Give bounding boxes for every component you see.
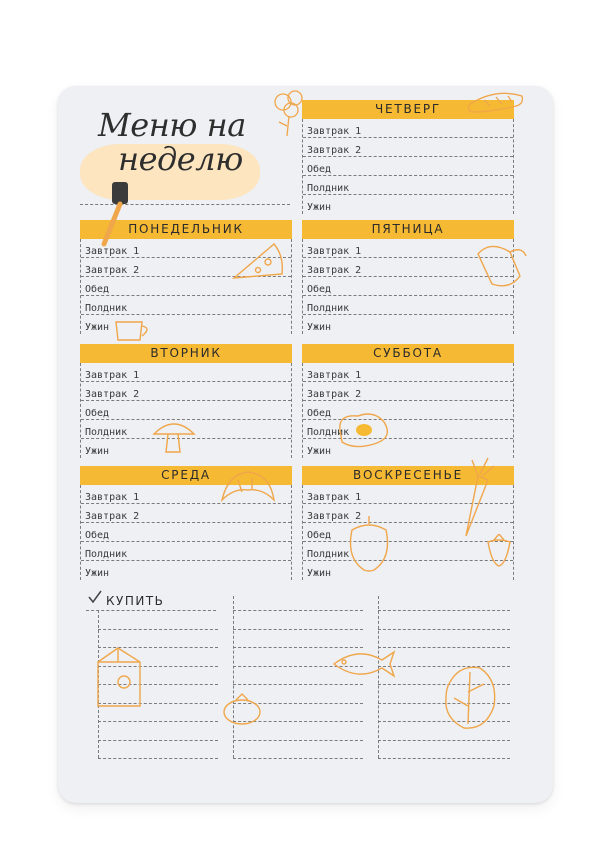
day-block-thursday <box>302 100 514 214</box>
meal-row-breakfast2[interactable]: Завтрак 2 <box>303 382 513 401</box>
meal-row-lunch[interactable]: Обед <box>303 277 513 296</box>
meal-row-lunch[interactable]: Обед <box>81 523 291 542</box>
meal-row-dinner[interactable]: Ужин <box>307 202 332 213</box>
shopping-line[interactable] <box>98 740 218 741</box>
meal-row-breakfast1[interactable]: Завтрак 1 <box>81 485 291 504</box>
shopping-line[interactable] <box>98 758 218 759</box>
meal-row-breakfast2[interactable]: Завтрак 2 <box>81 382 291 401</box>
shopping-title-line <box>86 610 216 611</box>
menu-sheet <box>58 86 553 803</box>
shopping-line[interactable] <box>378 758 510 759</box>
meal-row-dinner[interactable]: Ужин <box>307 322 332 333</box>
croissant-icon <box>218 466 278 516</box>
milk-carton-icon <box>94 642 144 712</box>
meal-row-breakfast1[interactable]: Завтрак 1 <box>303 363 513 382</box>
meal-row-snack[interactable]: Полдник <box>303 542 513 561</box>
baguette-icon <box>466 86 526 116</box>
shopping-column-2 <box>233 596 234 758</box>
shopping-line[interactable] <box>378 629 510 630</box>
meal-row-breakfast1[interactable]: Завтрак 1 <box>81 363 291 382</box>
meal-row-snack[interactable]: Полдник <box>81 542 291 561</box>
meal-row-dinner[interactable]: Ужин <box>85 322 110 333</box>
shopping-line[interactable] <box>98 721 218 722</box>
mushroom-icon <box>150 416 200 456</box>
tea-kettle-icon <box>470 236 530 296</box>
meal-row-breakfast2[interactable]: Завтрак 2 <box>81 504 291 523</box>
meal-row-lunch[interactable]: Обед <box>81 277 291 296</box>
meal-row-lunch[interactable]: Обед <box>81 401 291 420</box>
day-header-tuesday: ВТОРНИК <box>80 344 292 363</box>
strawberry-icon <box>484 534 514 568</box>
day-header-friday: ПЯТНИЦА <box>302 220 514 239</box>
flower-icon <box>263 86 323 138</box>
day-header-monday: ПОНЕДЕЛЬНИК <box>80 220 292 239</box>
shopping-line[interactable] <box>233 610 363 611</box>
meal-row-breakfast1[interactable]: Завтрак 1 <box>303 239 513 258</box>
meal-row-breakfast2[interactable]: Завтрак 2 <box>303 138 513 157</box>
meal-row-lunch[interactable]: Обед <box>303 157 513 176</box>
shopping-line[interactable] <box>233 740 363 741</box>
fish-icon <box>328 646 398 682</box>
meal-row-snack[interactable]: Полдник <box>81 420 291 439</box>
meal-row-lunch[interactable]: Обед <box>303 523 513 542</box>
meal-row-snack[interactable]: Полдник <box>81 296 291 315</box>
pizza-slice-icon <box>230 238 290 286</box>
meal-row-snack[interactable]: Полдник <box>303 176 513 195</box>
checkmark-icon <box>88 590 102 604</box>
meal-row-dinner[interactable]: Ужин <box>85 446 110 457</box>
spatula-icon <box>98 182 138 252</box>
carrot-icon <box>458 456 498 546</box>
fried-egg-icon <box>334 410 394 450</box>
meal-row-breakfast2[interactable]: Завтрак 2 <box>81 258 291 277</box>
shopping-title: КУПИТЬ <box>106 594 165 608</box>
meal-row-snack[interactable]: Полдник <box>303 296 513 315</box>
meal-row-dinner[interactable]: Ужин <box>85 568 110 579</box>
meal-row-snack[interactable]: Полдник <box>303 420 513 439</box>
meal-row-breakfast1[interactable]: Завтрак 1 <box>81 239 291 258</box>
shopping-line[interactable] <box>233 684 363 685</box>
day-header-thursday: ЧЕТВЕРГ <box>302 100 514 119</box>
day-header-saturday: СУББОТА <box>302 344 514 363</box>
meal-row-lunch[interactable]: Обед <box>303 401 513 420</box>
day-header-sunday: ВОСКРЕСЕНЬЕ <box>302 466 514 485</box>
meal-row-dinner[interactable]: Ужин <box>307 568 332 579</box>
title-line-1: Меню на <box>98 106 246 144</box>
tomato-icon <box>220 690 264 726</box>
page-title <box>98 108 288 176</box>
shopping-line[interactable] <box>233 758 363 759</box>
shopping-line[interactable] <box>378 740 510 741</box>
meal-row-breakfast1[interactable]: Завтрак 1 <box>303 119 513 138</box>
bell-pepper-icon <box>344 514 394 574</box>
meal-row-breakfast2[interactable]: Завтрак 2 <box>303 258 513 277</box>
coffee-cup-icon <box>112 314 156 344</box>
meal-row-breakfast1[interactable]: Завтрак 1 <box>303 485 513 504</box>
meal-row-dinner[interactable]: Ужин <box>307 446 332 457</box>
shopping-line[interactable] <box>233 629 363 630</box>
title-line-2: неделю <box>118 140 243 178</box>
shopping-line[interactable] <box>98 629 218 630</box>
meal-row-breakfast2[interactable]: Завтрак 2 <box>303 504 513 523</box>
shopping-line[interactable] <box>378 610 510 611</box>
cabbage-icon <box>440 662 500 734</box>
day-header-wednesday: СРЕДА <box>80 466 292 485</box>
